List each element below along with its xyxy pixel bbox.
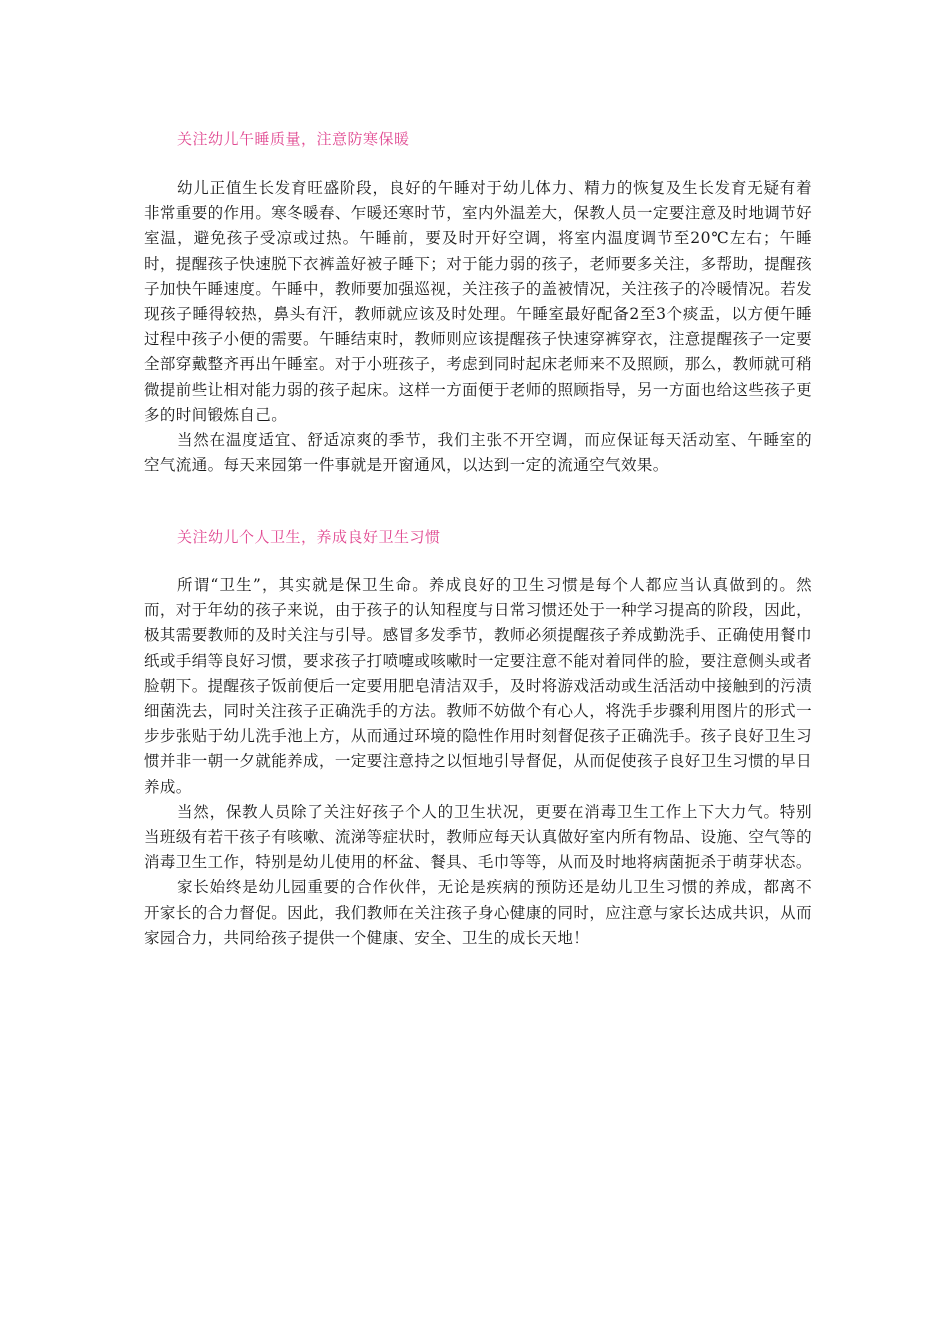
section-1-paragraph-1: 幼儿正值生长发育旺盛阶段，良好的午睡对于幼儿体力、精力的恢复及生长发育无疑有着非常重要的作用。寒冬暖春、乍暖还寒时节，室内外温差大，保教人员一定要注意及时地调节好室温，避免孩子受凉或过热。午睡前，要及时开好空调，将室内温度调节至20℃左右；午睡时，提醒孩子快速脱下衣裤盖好被子睡下；对于能力弱的孩子，老师要多关注，多帮助，提醒孩子加快午睡速度。午睡中，教师要加强巡视，关注孩子的盖被情况，关注孩子的冷暖情况。若发现孩子睡得较热，鼻头有汗，教师就应该及时处理。午睡室最好配备2至3个痰盂，以方便午睡过程中孩子小便的需要。午睡结束时，教师则应该提醒孩子快速穿裤穿衣，注意提醒孩子一定要全部穿戴整齐再出午睡室。对于小班孩子，考虑到同时起床老师来不及照顾，那么，教师就可稍微提前些让相对能力弱的孩子起床。这样一方面便于老师的照顾指导，另一方面也给这些孩子更多的时间锻炼自己。	[144, 179, 812, 424]
section-1-heading: 关注幼儿午睡质量，注意防寒保暖	[177, 130, 410, 148]
section-1-body	[144, 176, 812, 478]
section-2-heading: 关注幼儿个人卫生，养成良好卫生习惯	[177, 528, 441, 546]
section-2-paragraph-3: 家长始终是幼儿园重要的合作伙伴，无论是疾病的预防还是幼儿卫生习惯的养成，都离不开家长的合力督促。因此，我们教师在关注孩子身心健康的同时，应注意与家长达成共识，从而家园合力，共同给孩子提供一个健康、安全、卫生的成长天地！	[144, 878, 812, 947]
section-2-body	[144, 573, 812, 951]
section-1-paragraph-2: 当然在温度适宜、舒适凉爽的季节，我们主张不开空调，而应保证每天活动室、午睡室的空气流通。每天来园第一件事就是开窗通风，以达到一定的流通空气效果。	[144, 431, 812, 475]
section-2-paragraph-1: 所谓“卫生”，其实就是保卫生命。养成良好的卫生习惯是每个人都应当认真做到的。然而，对于年幼的孩子来说，由于孩子的认知程度与日常习惯还处于一种学习提高的阶段，因此，极其需要教师的及时关注与引导。感冒多发季节，教师必须提醒孩子养成勤洗手、正确使用餐巾纸或手绢等良好习惯，要求孩子打喷嚏或咳嗽时一定要注意不能对着同伴的脸，要注意侧头或者脸朝下。提醒孩子饭前便后一定要用肥皂清洁双手，及时将游戏活动或生活活动中接触到的污渍细菌洗去，同时关注孩子正确洗手的方法。教师不妨做个有心人，将洗手步骤利用图片的形式一步步张贴于幼儿洗手池上方，从而通过环境的隐性作用时刻督促孩子正确洗手。孩子良好卫生习惯并非一朝一夕就能养成，一定要注意持之以恒地引导督促，从而促使孩子良好卫生习惯的早日养成。	[144, 576, 812, 796]
section-2-paragraph-2: 当然，保教人员除了关注好孩子个人的卫生状况，更要在消毒卫生工作上下大力气。特别当班级有若干孩子有咳嗽、流涕等症状时，教师应每天认真做好室内所有物品、设施、空气等的消毒卫生工作，特别是幼儿使用的杯盆、餐具、毛巾等等，从而及时地将病菌扼杀于萌芽状态。	[144, 802, 812, 872]
